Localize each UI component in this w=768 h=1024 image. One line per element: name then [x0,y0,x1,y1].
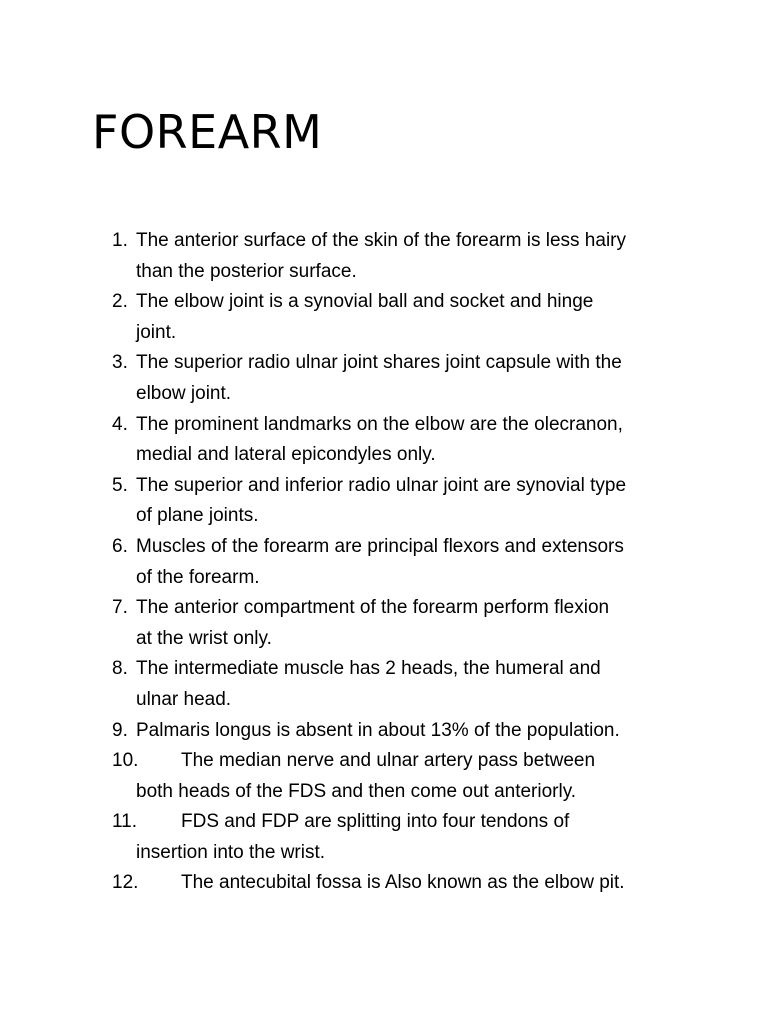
item-text-line: medial and lateral epicondyles only. [136,444,436,466]
list-item [112,746,712,807]
list-item [112,226,712,287]
list-item [112,807,712,868]
item-number: 3. [112,352,128,374]
list-item [112,471,712,532]
item-text-line: than the posterior surface. [136,260,357,282]
item-text-line: The intermediate muscle has 2 heads, the humeral and [136,658,601,680]
item-text-line: The elbow joint is a synovial ball and socket and hinge [136,291,594,313]
item-number: 5. [112,474,128,496]
numbered-list [112,226,712,899]
item-text-line: insertion into the wrist. [136,841,326,863]
list-item [112,287,712,348]
item-text-line: The superior and inferior radio ulnar joint are synovial type [136,474,627,496]
list-item [112,593,712,654]
list-item [112,348,712,409]
item-text-line: ulnar head. [136,688,232,710]
item-number: 12. [112,872,139,894]
list-item [112,654,712,715]
item-number: 1. [112,230,128,251]
item-number: 4. [112,413,128,435]
list-item [112,532,712,593]
item-number: 10. [112,750,139,772]
item-number: 6. [112,535,128,557]
item-text-line: The anterior surface of the skin of the forearm is less hairy [136,230,626,251]
list-item [112,716,712,747]
list-item [112,868,712,899]
item-text-line: elbow joint. [136,382,232,404]
item-text-line: of plane joints. [136,505,259,527]
item-text-line: Palmaris longus is absent in about 13% of the population. [136,719,620,741]
item-text: The antecubital fossa is Also known as the elbow pit. [181,872,625,894]
item-text-line: joint. [136,321,177,343]
item-text-line: of the forearm. [136,566,260,588]
item-text-line: The superior radio ulnar joint shares joint capsule with the [136,352,622,374]
item-number: 8. [112,658,128,680]
item-text-line: at the wrist only. [136,627,272,649]
item-text: The median nerve and ulnar artery pass between [181,750,596,772]
item-number: 11. [112,811,138,833]
item-text-line: The prominent landmarks on the elbow are the olecranon, [136,413,623,435]
item-number: 9. [112,719,128,741]
item-number: 2. [112,291,128,313]
item-number: 7. [112,597,128,619]
item-text-line: both heads of the FDS and then come out anteriorly. [136,780,577,802]
item-text-line [136,807,712,838]
item-text: FDS and FDP are splitting into four tendons of [181,811,570,833]
item-text-line: The anterior compartment of the forearm perform flexion [136,597,610,619]
item-text-line [136,746,712,777]
list-item [112,410,712,471]
page-title: FOREARM [92,105,323,159]
item-text-line: Muscles of the forearm are principal flexors and extensors [136,535,624,557]
item-text-line [136,868,712,899]
